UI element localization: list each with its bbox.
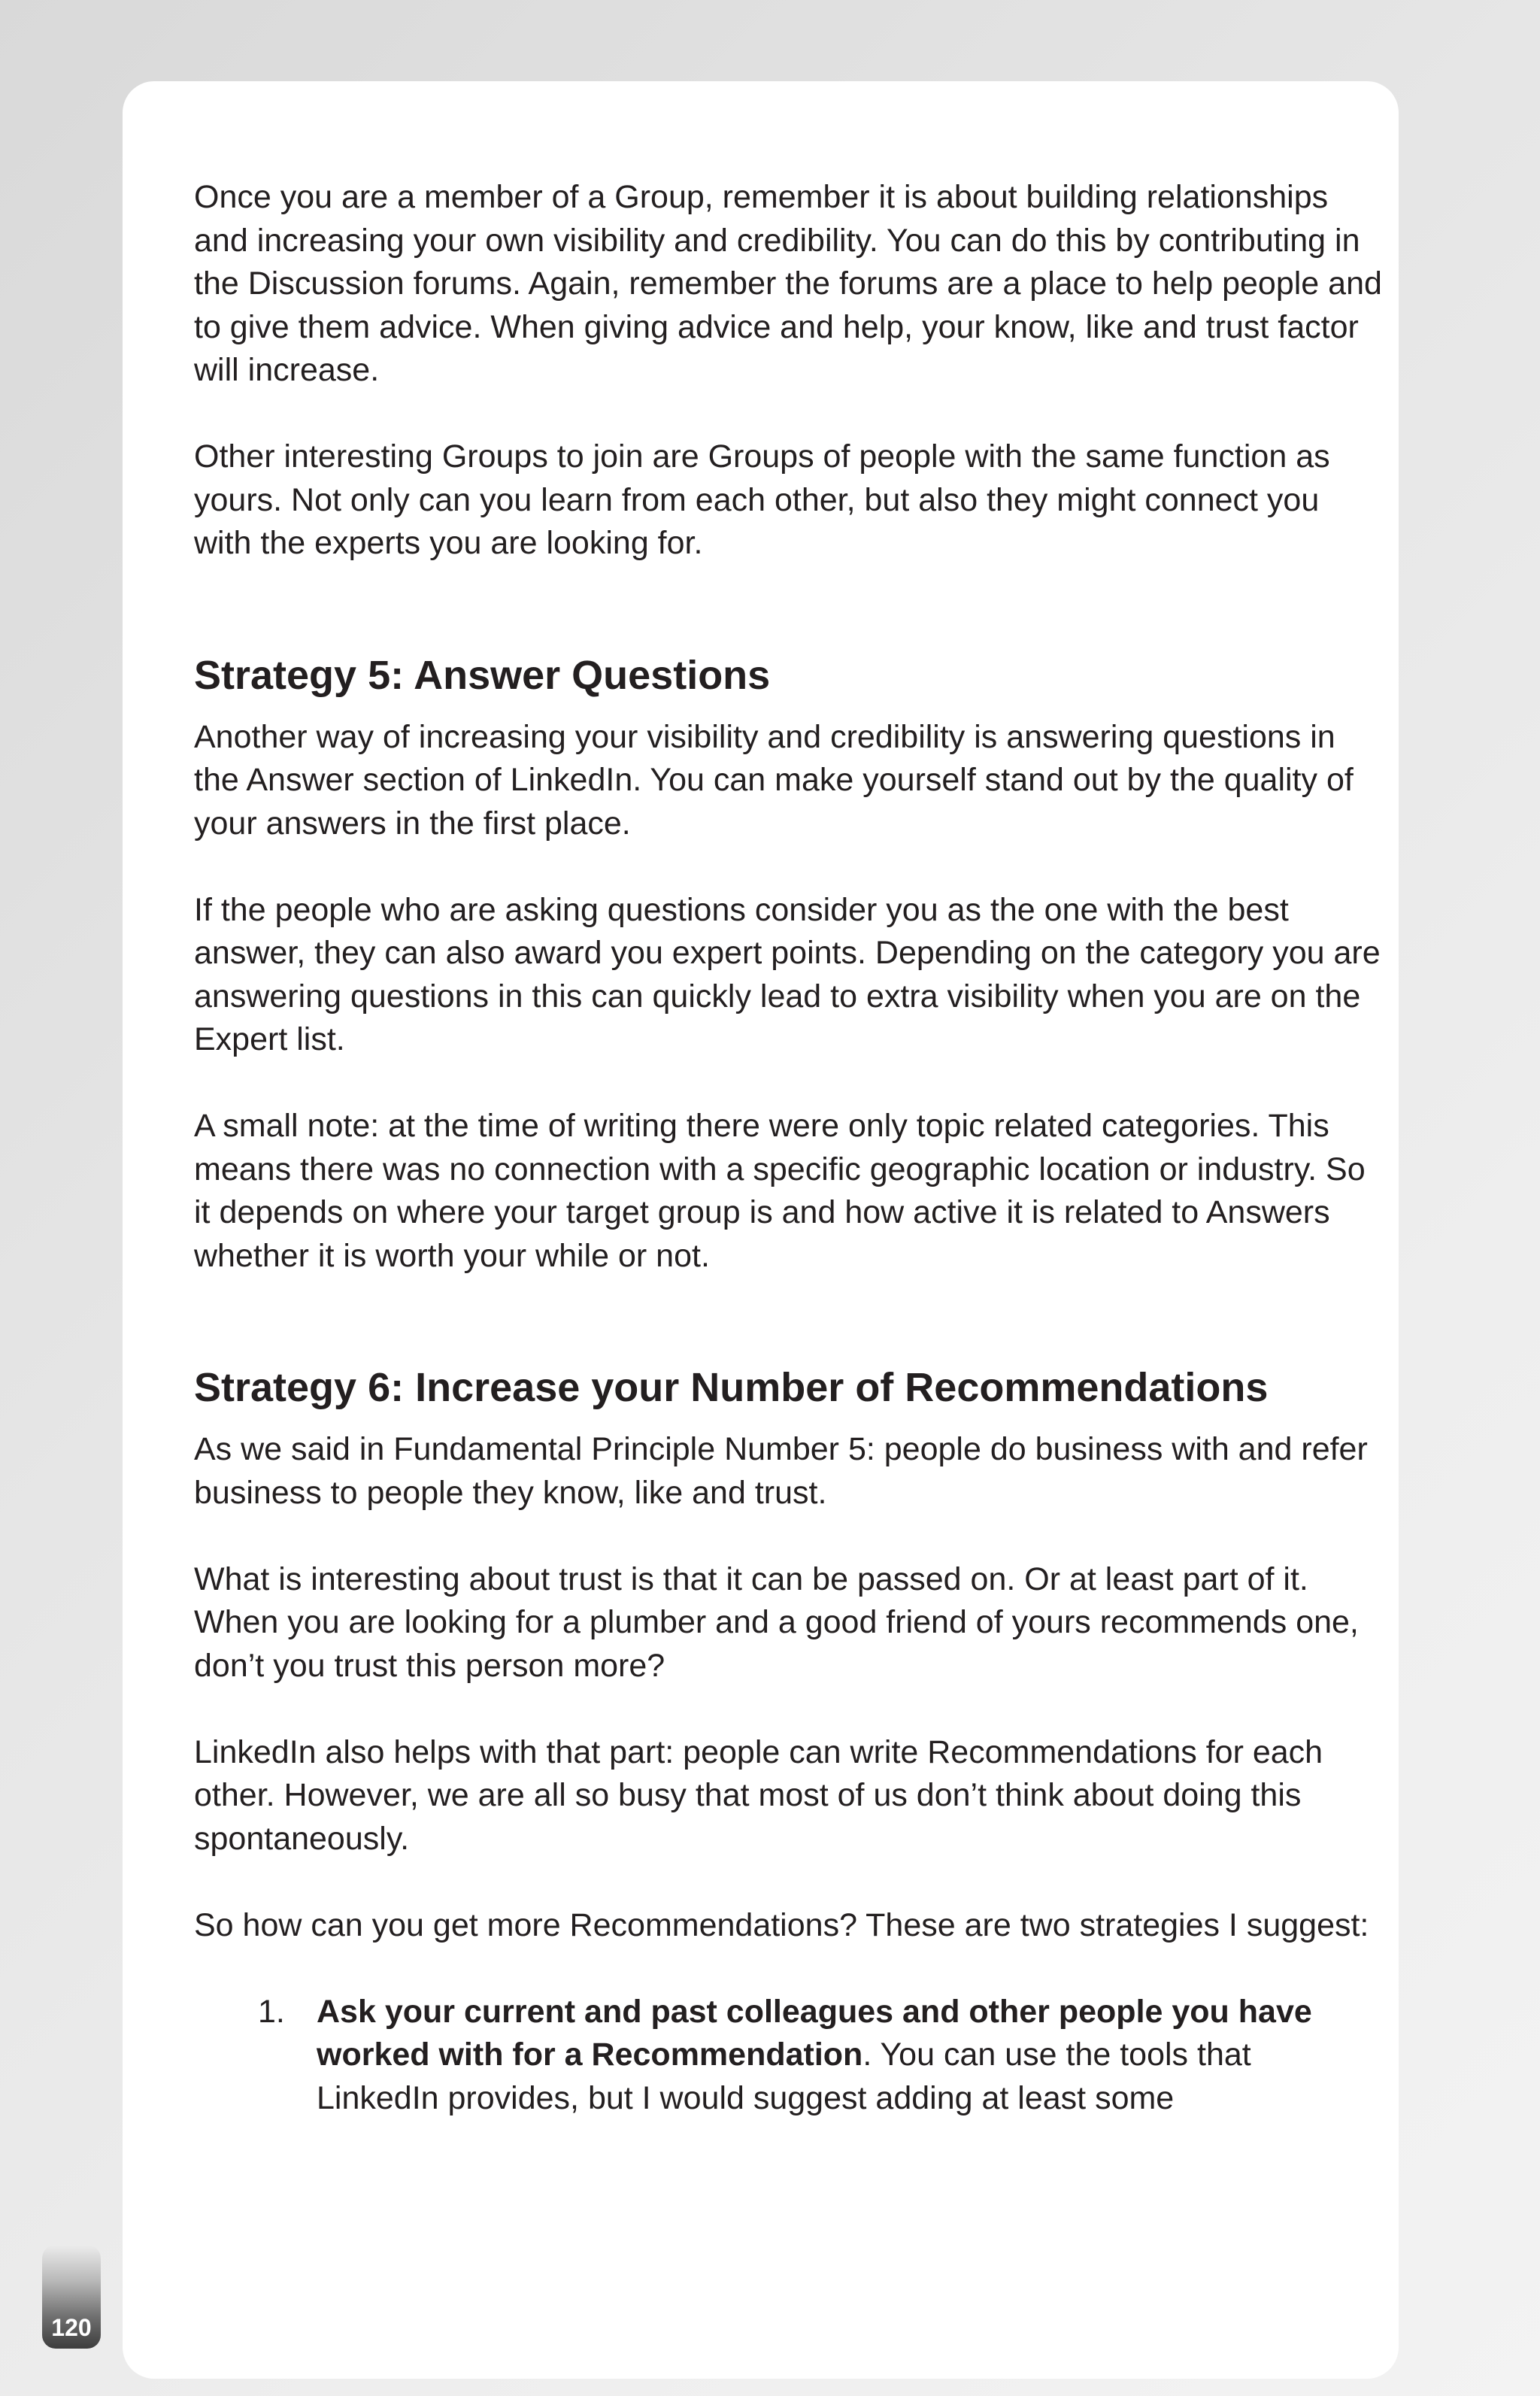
- page-number: 120: [51, 2314, 92, 2341]
- strategy-6-paragraph-2: What is interesting about trust is that it can be passed on. Or at least part of it. When you are looking for a plumber and a good friend of yours recommends one, don’t you trust this person more?: [194, 1560, 1359, 1684]
- list-item-text: . You can use the tools that LinkedIn provides, but I would suggest adding at least some: [317, 2037, 1251, 2116]
- strategy-5-paragraph-3: A small note: at the time of writing there were only topic related categories. This means there was no connection with a specific geographic location or industry. So it depends on where your target group is and how active it is related to Answers whether it is worth your while or not.: [194, 1108, 1366, 1274]
- list-item-bold-text: Ask your current and past colleagues and other people you have worked with for a Recommendation: [317, 1993, 1312, 2073]
- intro-paragraph-1: Once you are a member of a Group, remember it is about building relationships and increasing your own visibility and credibility. You can do this by contributing in the Discussion forums. Again, remember the forums are a place to help people and to give them advice. When giving advice and help, your know, like and trust factor will increase.: [194, 179, 1382, 388]
- intro-paragraph-2: Other interesting Groups to join are Groups of people with the same function as yours. Not only can you learn from each other, but also they might connect you with the experts you are looking for.: [194, 438, 1330, 561]
- strategy-5-heading: Strategy 5: Answer Questions: [194, 652, 771, 698]
- page-number-tab: [42, 2245, 101, 2349]
- recommendation-strategies-list: [194, 1991, 1382, 2121]
- strategy-6-paragraph-4: So how can you get more Recommendations? These are two strategies I suggest:: [194, 1906, 1369, 1943]
- page-content: [194, 176, 1382, 2120]
- strategy-5-paragraph-1: Another way of increasing your visibility and credibility is answering questions in the Answer section of LinkedIn. You can make yourself stand out by the quality of your answers in the first place.: [194, 718, 1354, 842]
- strategy-6-paragraph-1: As we said in Fundamental Principle Number 5: people do business with and refer business to people they know, like and trust.: [194, 1431, 1368, 1511]
- page-card: [123, 81, 1399, 2379]
- strategy-5-paragraph-2: If the people who are asking questions consider you as the one with the best answer, they can also award you expert points. Depending on the category you are answering questions in this can quickly lead to extra visibility when you are on the Expert list.: [194, 891, 1381, 1057]
- list-item: [194, 1991, 1382, 2121]
- strategy-6-heading: Strategy 6: Increase your Number of Recommendations: [194, 1365, 1269, 1410]
- strategy-6-paragraph-3: LinkedIn also helps with that part: people can write Recommendations for each other. However, we are all so busy that most of us don’t think about doing this spontaneously.: [194, 1733, 1323, 1857]
- list-item-number: 1.: [258, 1993, 285, 2030]
